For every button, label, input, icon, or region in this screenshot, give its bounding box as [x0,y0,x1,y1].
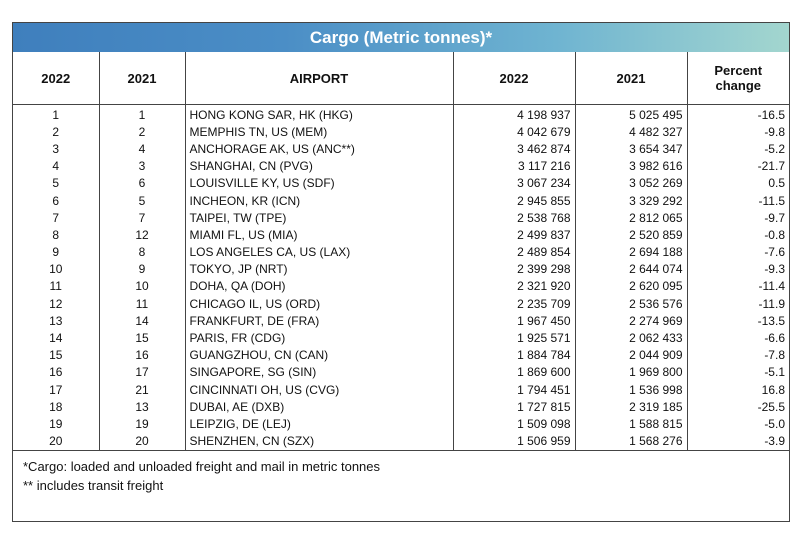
cell-cargo-2021: 1 568 276 [575,433,687,451]
cell-airport: SHENZHEN, CN (SZX) [185,433,453,451]
footnote-transit: ** includes transit freight [23,477,164,493]
cargo-table-panel [12,22,790,522]
cell-airport: CHICAGO IL, US (ORD) [185,295,453,312]
cell-cargo-2021: 5 025 495 [575,105,687,124]
cell-cargo-2021: 3 982 616 [575,158,687,175]
cell-rank-2022: 1 [13,105,99,124]
cell-rank-2021: 11 [99,295,185,312]
cell-airport: SHANGHAI, CN (PVG) [185,158,453,175]
header-rank-2021: 2021 [99,52,185,105]
cell-cargo-2021: 2 044 909 [575,347,687,364]
cell-cargo-2022: 1 727 815 [453,398,575,415]
cell-cargo-2021: 1 536 998 [575,381,687,398]
cell-rank-2022: 9 [13,244,99,261]
cell-rank-2022: 2 [13,123,99,140]
cell-percent-change: -11.5 [687,192,789,209]
cell-rank-2022: 13 [13,312,99,329]
table-row [13,347,789,364]
table-row [13,209,789,226]
cell-airport: ANCHORAGE AK, US (ANC**) [185,140,453,157]
cell-rank-2021: 2 [99,123,185,140]
cell-airport: GUANGZHOU, CN (CAN) [185,347,453,364]
cell-rank-2022: 20 [13,433,99,451]
cell-rank-2022: 14 [13,329,99,346]
cell-rank-2021: 7 [99,209,185,226]
cell-cargo-2022: 2 499 837 [453,226,575,243]
cell-percent-change: -21.7 [687,158,789,175]
table-row [13,329,789,346]
cell-cargo-2021: 3 329 292 [575,192,687,209]
header-row [13,52,789,105]
cell-airport: LEIPZIG, DE (LEJ) [185,415,453,432]
table-row [13,433,789,451]
table-row [13,261,789,278]
cell-airport: CINCINNATI OH, US (CVG) [185,381,453,398]
cell-rank-2022: 16 [13,364,99,381]
cell-cargo-2022: 1 884 784 [453,347,575,364]
cell-airport: MIAMI FL, US (MIA) [185,226,453,243]
cell-percent-change: -9.8 [687,123,789,140]
table-row [13,158,789,175]
cell-percent-change: -11.9 [687,295,789,312]
cell-cargo-2021: 2 520 859 [575,226,687,243]
cell-rank-2021: 5 [99,192,185,209]
cell-airport: INCHEON, KR (ICN) [185,192,453,209]
cell-rank-2021: 19 [99,415,185,432]
cell-airport: MEMPHIS TN, US (MEM) [185,123,453,140]
table-row [13,312,789,329]
cell-percent-change: -11.4 [687,278,789,295]
cell-cargo-2022: 1 506 959 [453,433,575,451]
cell-cargo-2022: 4 042 679 [453,123,575,140]
header-cargo-2022: 2022 [453,52,575,105]
cell-rank-2021: 13 [99,398,185,415]
cell-airport: SINGAPORE, SG (SIN) [185,364,453,381]
cell-cargo-2022: 1 967 450 [453,312,575,329]
cell-cargo-2021: 2 694 188 [575,244,687,261]
cell-rank-2021: 9 [99,261,185,278]
cell-cargo-2022: 2 489 854 [453,244,575,261]
header-cargo-2021: 2021 [575,52,687,105]
table-row [13,123,789,140]
cell-airport: DOHA, QA (DOH) [185,278,453,295]
cell-cargo-2022: 1 509 098 [453,415,575,432]
cell-rank-2021: 10 [99,278,185,295]
cell-rank-2022: 10 [13,261,99,278]
table-body [13,105,789,451]
cell-airport: TAIPEI, TW (TPE) [185,209,453,226]
cell-rank-2022: 19 [13,415,99,432]
table-row [13,381,789,398]
cell-percent-change: -5.0 [687,415,789,432]
cell-cargo-2022: 1 925 571 [453,329,575,346]
cell-rank-2021: 21 [99,381,185,398]
cell-percent-change: -25.5 [687,398,789,415]
cell-airport: FRANKFURT, DE (FRA) [185,312,453,329]
cell-cargo-2022: 2 538 768 [453,209,575,226]
cell-percent-change: -7.8 [687,347,789,364]
cell-cargo-2021: 1 588 815 [575,415,687,432]
cell-airport: TOKYO, JP (NRT) [185,261,453,278]
table-row [13,244,789,261]
cell-percent-change: -0.8 [687,226,789,243]
cell-rank-2022: 3 [13,140,99,157]
table-row [13,398,789,415]
cell-rank-2021: 15 [99,329,185,346]
cell-airport: HONG KONG SAR, HK (HKG) [185,105,453,124]
footnotes [13,451,789,495]
cell-percent-change: -16.5 [687,105,789,124]
cell-percent-change: -5.2 [687,140,789,157]
cell-rank-2021: 6 [99,175,185,192]
cell-rank-2022: 4 [13,158,99,175]
header-percent-change: Percent change [687,52,789,105]
cell-rank-2021: 4 [99,140,185,157]
cell-rank-2022: 11 [13,278,99,295]
cell-percent-change: -9.7 [687,209,789,226]
footnote-cargo: *Cargo: loaded and unloaded freight and mail in metric tonnes [23,458,381,474]
cell-percent-change: -9.3 [687,261,789,278]
cell-cargo-2022: 2 399 298 [453,261,575,278]
cell-airport: LOS ANGELES CA, US (LAX) [185,244,453,261]
cell-cargo-2022: 1 869 600 [453,364,575,381]
cell-cargo-2021: 3 052 269 [575,175,687,192]
cell-percent-change: -3.9 [687,433,789,451]
cell-rank-2022: 6 [13,192,99,209]
cell-rank-2022: 7 [13,209,99,226]
cell-cargo-2021: 2 536 576 [575,295,687,312]
cell-cargo-2021: 2 062 433 [575,329,687,346]
table-row [13,105,789,124]
header-airport: AIRPORT [185,52,453,105]
cell-rank-2021: 1 [99,105,185,124]
cell-rank-2022: 12 [13,295,99,312]
cell-cargo-2022: 3 462 874 [453,140,575,157]
cell-cargo-2022: 3 067 234 [453,175,575,192]
cell-cargo-2022: 4 198 937 [453,105,575,124]
cell-cargo-2021: 2 319 185 [575,398,687,415]
cell-rank-2021: 12 [99,226,185,243]
cell-cargo-2022: 3 117 216 [453,158,575,175]
cell-rank-2021: 20 [99,433,185,451]
header-rank-2022: 2022 [13,52,99,105]
table-title: Cargo (Metric tonnes)* [13,23,789,52]
cell-cargo-2021: 1 969 800 [575,364,687,381]
cell-cargo-2022: 2 321 920 [453,278,575,295]
cell-percent-change: -7.6 [687,244,789,261]
cell-cargo-2021: 2 620 095 [575,278,687,295]
table-row [13,295,789,312]
table-row [13,415,789,432]
cell-percent-change: -13.5 [687,312,789,329]
cell-percent-change: 0.5 [687,175,789,192]
cell-percent-change: -6.6 [687,329,789,346]
cell-rank-2022: 17 [13,381,99,398]
cell-airport: PARIS, FR (CDG) [185,329,453,346]
table-row [13,278,789,295]
cell-rank-2022: 18 [13,398,99,415]
cell-cargo-2021: 2 644 074 [575,261,687,278]
cell-cargo-2022: 2 945 855 [453,192,575,209]
cell-cargo-2021: 4 482 327 [575,123,687,140]
cell-percent-change: -5.1 [687,364,789,381]
cell-cargo-2022: 1 794 451 [453,381,575,398]
cell-rank-2021: 17 [99,364,185,381]
table-row [13,226,789,243]
cell-rank-2021: 14 [99,312,185,329]
cell-rank-2021: 8 [99,244,185,261]
cell-cargo-2021: 3 654 347 [575,140,687,157]
cell-percent-change: 16.8 [687,381,789,398]
cell-cargo-2021: 2 812 065 [575,209,687,226]
cell-rank-2021: 3 [99,158,185,175]
cargo-table [13,52,789,451]
cell-rank-2022: 8 [13,226,99,243]
table-row [13,140,789,157]
cell-cargo-2021: 2 274 969 [575,312,687,329]
cell-airport: LOUISVILLE KY, US (SDF) [185,175,453,192]
table-row [13,192,789,209]
cell-rank-2022: 5 [13,175,99,192]
table-row [13,175,789,192]
cell-rank-2022: 15 [13,347,99,364]
cell-rank-2021: 16 [99,347,185,364]
cell-cargo-2022: 2 235 709 [453,295,575,312]
table-row [13,364,789,381]
cell-airport: DUBAI, AE (DXB) [185,398,453,415]
